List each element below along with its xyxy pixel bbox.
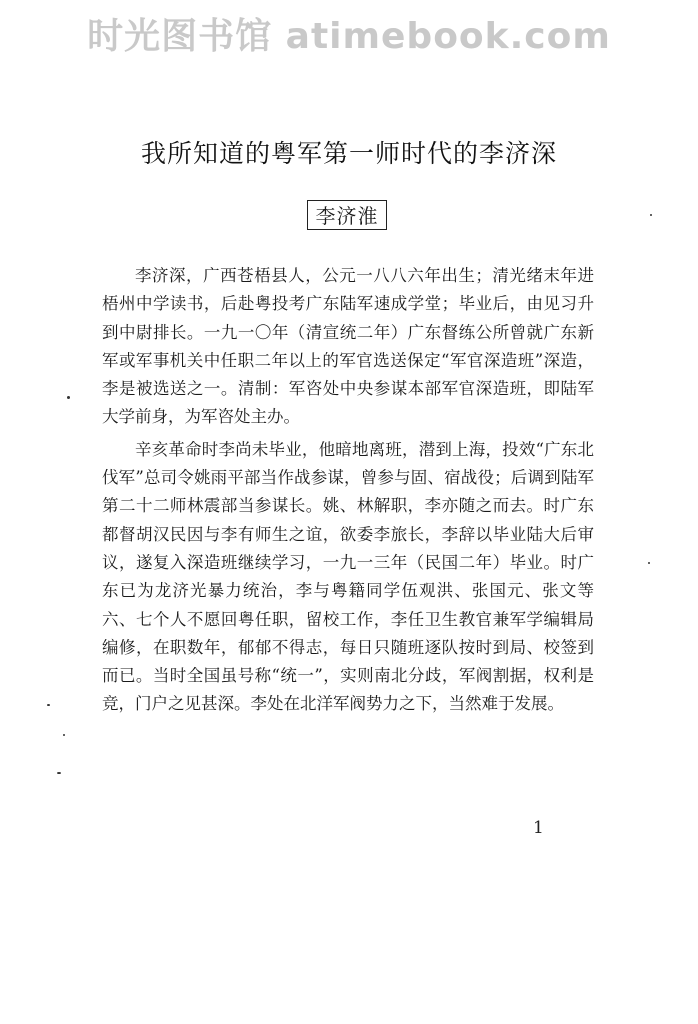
body-text xyxy=(102,262,594,723)
scan-speck xyxy=(650,214,652,216)
author-name-box: 李济淮 xyxy=(307,200,387,230)
paragraph-2: 辛亥革命时李尚未毕业，他暗地离班，潜到上海，投效“广东北伐军”总司令姚雨平部当作战参谋，曾参与固、宿战役；后调到陆军第二十二师林震部当参谋长。姚、林解职，李亦随之而去。时广东都督胡汉民因与李有师生之谊，欲委李旅长，李辞以毕业陆大后审议，遂复入深造班继续学习，一九一三年（民国二年）毕业。时广东已为龙济光暴力统治，李与粤籍同学伍观洪、张国元、张文等六、七个人不愿回粤任职，留校工作，李任卫生教官兼军学编辑局编修，在职数年，郁郁不得志，每日只随班逐队按时到局、校签到而已。当时全国虽号称“统一”，实则南北分歧，军阀割据，权利是竞，门户之见甚深。李处在北洋军阀势力之下，当然难于发展。 xyxy=(102,439,594,714)
page-title: 我所知道的粤军第一师时代的李济深 xyxy=(140,139,557,168)
page-number: 1 xyxy=(533,818,544,838)
scan-speck xyxy=(57,772,61,774)
scan-speck xyxy=(648,562,650,564)
scan-speck xyxy=(47,704,50,706)
scan-speck xyxy=(63,734,65,736)
paragraph-1: 李济深，广西苍梧县人，公元一八八六年出生；清光绪末年进梧州中学读书，后赴粤投考广东陆军速成学堂；毕业后，由见习升到中尉排长。一九一〇年（清宣统二年）广东督练公所曾就广东新军或军事机关中任职二年以上的军官选送保定“军官深造班”深造，李是被选送之一。清制：军咨处中央参谋本部军官深造班，即陆军大学前身，为军咨处主办。 xyxy=(102,266,594,427)
watermark: 时光图书馆 atimebook.com xyxy=(87,16,611,57)
scan-speck xyxy=(67,396,70,399)
